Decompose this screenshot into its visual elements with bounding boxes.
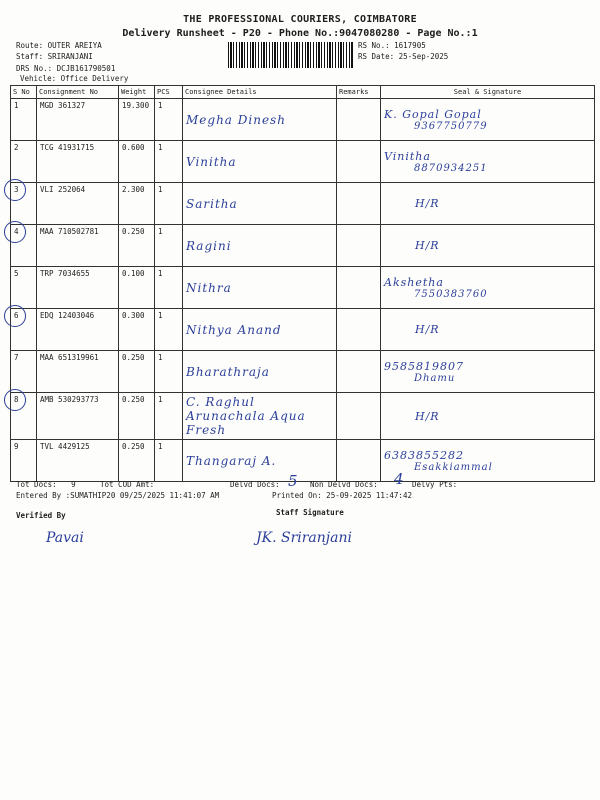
signature-line: Vinitha — [384, 149, 431, 163]
table-row — [11, 440, 595, 482]
signature-line: K. Gopal Gopal — [384, 107, 482, 121]
signature-line-2: Dhamu — [414, 372, 456, 384]
non-delvd-docs-value: 4 — [394, 470, 404, 488]
signature-line: 6383855282 — [384, 448, 464, 462]
row-sno-value: 6 — [14, 311, 19, 320]
seal-signature-cell — [381, 351, 595, 393]
delvd-docs-value: 5 — [288, 472, 298, 490]
row-remarks — [337, 440, 381, 482]
consignee-details: Vinitha — [183, 141, 337, 183]
consignment-number: EDQ 12403046 — [37, 309, 119, 351]
table-header-row — [11, 86, 595, 99]
table-row — [11, 99, 595, 141]
rs-number: RS No.: 1617905 — [358, 41, 426, 50]
signature-line: Akshetha — [384, 275, 444, 289]
row-weight: 0.250 — [119, 440, 155, 482]
row-sno-value: 9 — [14, 442, 19, 451]
staff-label: Staff: SRIRANJANI — [16, 52, 93, 61]
row-sno-value: 8 — [14, 395, 19, 404]
row-pcs: 1 — [155, 393, 183, 440]
seal-signature-cell — [381, 141, 595, 183]
seal-signature-cell — [381, 440, 595, 482]
row-weight: 0.300 — [119, 309, 155, 351]
signature-line-2: Esakkiammal — [414, 461, 493, 473]
row-sno-value: 2 — [14, 143, 19, 152]
col-consignee: Consignee Details — [183, 86, 337, 99]
row-pcs: 1 — [155, 351, 183, 393]
table-row — [11, 267, 595, 309]
delvd-docs-label: Delvd Docs: — [230, 480, 280, 489]
row-sno-value: 1 — [14, 101, 19, 110]
row-pcs: 1 — [155, 267, 183, 309]
row-sno-value: 3 — [14, 185, 19, 194]
row-remarks — [337, 183, 381, 225]
row-weight: 0.250 — [119, 225, 155, 267]
row-sno-value: 5 — [14, 269, 19, 278]
consignment-number: AMB 530293773 — [37, 393, 119, 440]
row-sno — [11, 99, 37, 141]
row-remarks — [337, 267, 381, 309]
signature-line-2: 8870934251 — [414, 162, 488, 174]
row-sno-value: 7 — [14, 353, 19, 362]
route-label: Route: OUTER AREIYA — [16, 41, 102, 50]
row-remarks — [337, 99, 381, 141]
col-consignment: Consignment No — [37, 86, 119, 99]
consignment-number: VLI 252064 — [37, 183, 119, 225]
col-pcs: PCS — [155, 86, 183, 99]
seal-signature-cell — [381, 225, 595, 267]
consignee-details: Megha Dinesh — [183, 99, 337, 141]
rs-date: RS Date: 25-Sep-2025 — [358, 52, 449, 61]
row-remarks — [337, 351, 381, 393]
row-sno-value: 4 — [14, 227, 19, 236]
signature-line-2: 9367750779 — [414, 120, 488, 132]
consignee-details: Ragini — [183, 225, 337, 267]
tot-docs — [16, 480, 76, 489]
row-weight: 19.300 — [119, 99, 155, 141]
delvy-pts-label: Delvy Pts: — [412, 480, 458, 489]
consignee-details: C. Raghul Arunachala Aqua Fresh — [183, 393, 337, 440]
table-row — [11, 351, 595, 393]
table-row — [11, 183, 595, 225]
seal-signature-cell — [381, 183, 595, 225]
row-sno — [11, 351, 37, 393]
consignee-details: Nithya Anand — [183, 309, 337, 351]
consignment-number: TRP 7034655 — [37, 267, 119, 309]
row-pcs: 1 — [155, 141, 183, 183]
vehicle-label: Vehicle: Office Delivery — [20, 74, 129, 83]
table-row — [11, 225, 595, 267]
row-pcs: 1 — [155, 225, 183, 267]
verified-by-label: Verified By — [16, 511, 66, 520]
row-remarks — [337, 141, 381, 183]
row-remarks — [337, 225, 381, 267]
consignee-details: Thangaraj A. — [183, 440, 337, 482]
staff-signature: JK. Sriranjani — [256, 530, 352, 546]
consignee-details: Saritha — [183, 183, 337, 225]
signature-line: H/R — [415, 239, 440, 252]
tot-docs-value: 9 — [71, 480, 76, 489]
staff-signature-label: Staff Signature — [276, 508, 344, 517]
row-weight: 0.250 — [119, 393, 155, 440]
seal-signature-cell — [381, 309, 595, 351]
col-sno: S No — [11, 86, 37, 99]
seal-signature-cell — [381, 267, 595, 309]
row-sno — [11, 225, 37, 267]
drs-number: DRS No.: DCJB161790501 — [16, 64, 116, 73]
row-sno — [11, 267, 37, 309]
signature-line: H/R — [415, 197, 440, 210]
runsheet-subtitle: Delivery Runsheet - P20 - Phone No.:9047080280 - Page No.:1 — [122, 28, 478, 39]
signature-line: H/R — [415, 409, 440, 423]
row-pcs: 1 — [155, 183, 183, 225]
col-seal-signature: Seal & Signature — [381, 86, 595, 99]
seal-signature-cell — [381, 393, 595, 440]
row-weight: 0.250 — [119, 351, 155, 393]
consignment-number: TVL 4429125 — [37, 440, 119, 482]
row-remarks — [337, 309, 381, 351]
row-pcs: 1 — [155, 99, 183, 141]
runsheet-table — [10, 85, 595, 482]
row-weight: 0.100 — [119, 267, 155, 309]
consignment-number: MAA 651319961 — [37, 351, 119, 393]
verified-by-signature: Pavai — [46, 530, 84, 546]
signature-line: H/R — [415, 323, 440, 336]
non-delvd-docs-label: Non Delvd Docs: — [310, 480, 378, 489]
table-row — [11, 393, 595, 440]
signature-line-2: 7550383760 — [414, 288, 488, 300]
row-sno — [11, 141, 37, 183]
row-pcs: 1 — [155, 440, 183, 482]
row-sno — [11, 309, 37, 351]
company-title: THE PROFESSIONAL COURIERS, COIMBATORE — [183, 14, 417, 25]
row-pcs: 1 — [155, 309, 183, 351]
barcode — [228, 42, 353, 68]
consignee-details: Bharathraja — [183, 351, 337, 393]
consignee-details: Nithra — [183, 267, 337, 309]
tot-docs-label: Tot Docs: — [16, 480, 57, 489]
row-sno — [11, 183, 37, 225]
consignment-number: MAA 710502781 — [37, 225, 119, 267]
signature-line: 9585819807 — [384, 359, 464, 373]
seal-signature-cell — [381, 99, 595, 141]
printed-on: Printed On: 25-09-2025 11:47:42 — [272, 491, 412, 500]
row-weight: 2.300 — [119, 183, 155, 225]
col-remarks: Remarks — [337, 86, 381, 99]
entered-by: Entered By :SUMATHIP20 09/25/2025 11:41:07 AM — [16, 491, 220, 500]
row-weight: 0.600 — [119, 141, 155, 183]
row-remarks — [337, 393, 381, 440]
consignment-number: TCG 41931715 — [37, 141, 119, 183]
col-weight: Weight — [119, 86, 155, 99]
table-row — [11, 309, 595, 351]
row-sno — [11, 440, 37, 482]
consignment-number: MGD 361327 — [37, 99, 119, 141]
cod-amount-label: Tot COD Amt: — [100, 480, 155, 489]
table-row — [11, 141, 595, 183]
row-sno — [11, 393, 37, 440]
